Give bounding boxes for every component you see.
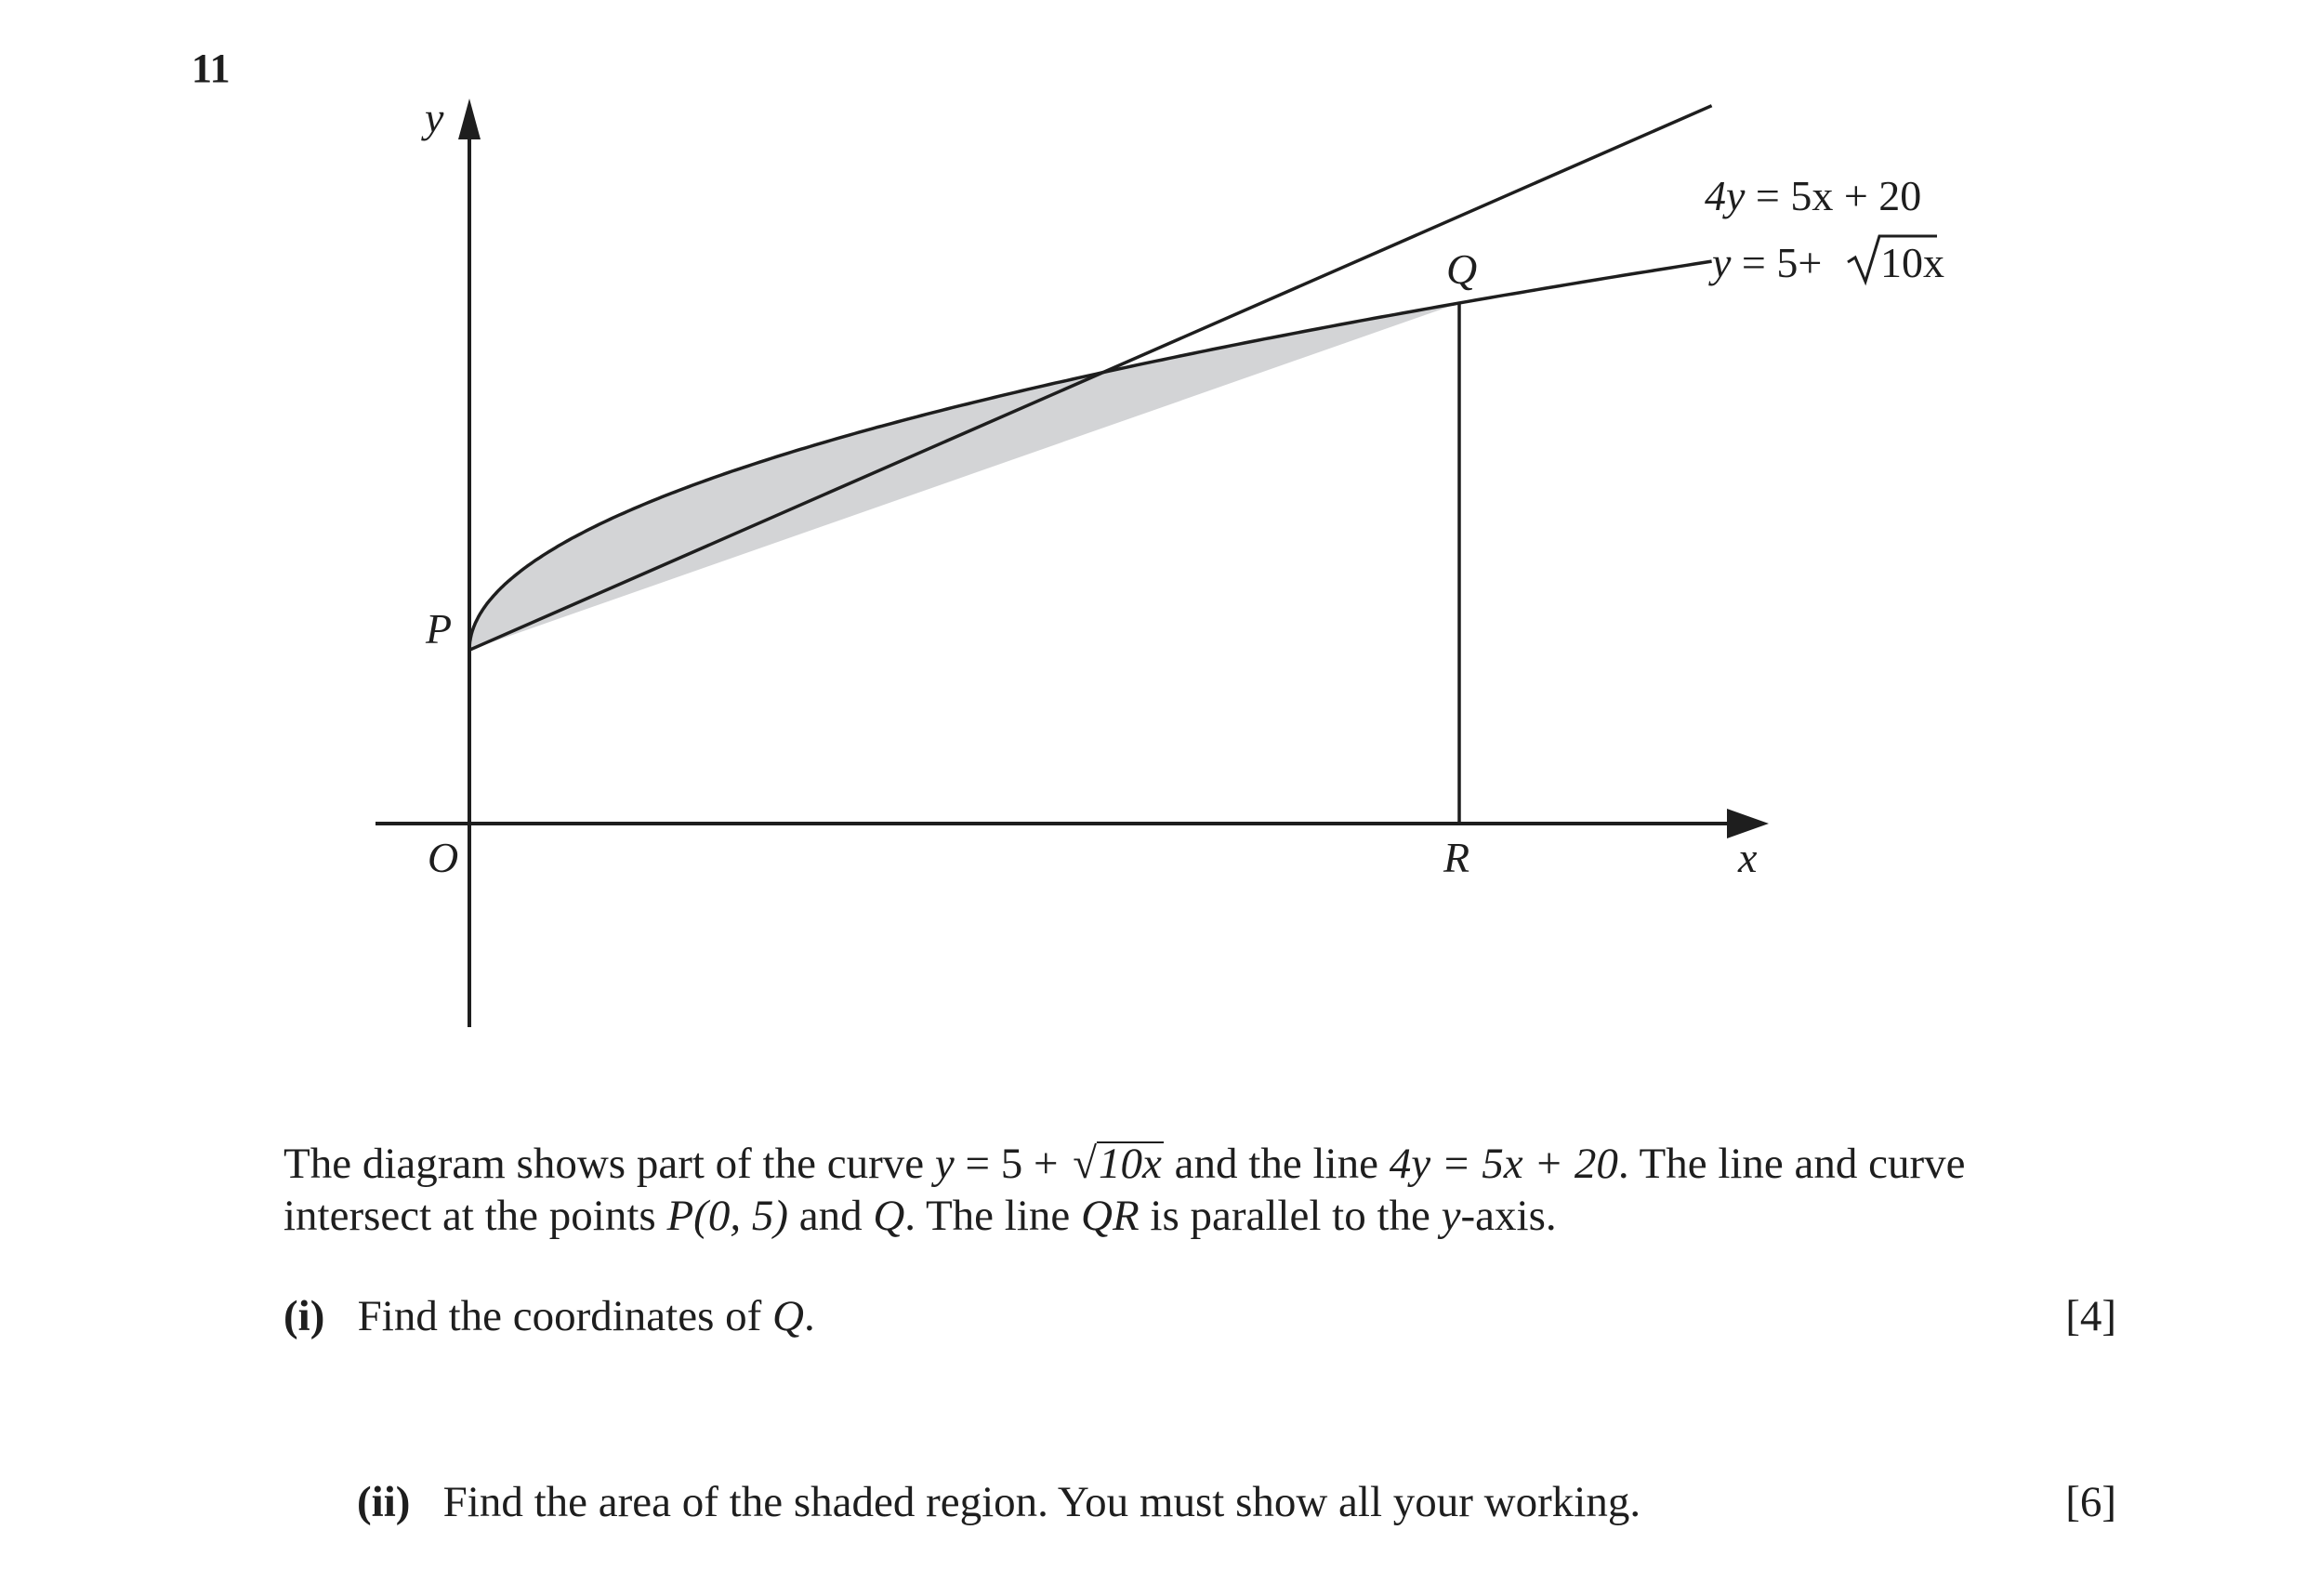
point-q-label: Q	[1446, 245, 1478, 293]
part-ii-label: (ii)	[357, 1478, 411, 1526]
stem-line-1: The diagram shows part of the curve y = 5 + √10x and the line 4y = 5x + 20. The line and curve	[283, 1140, 1966, 1188]
origin-label: O	[428, 834, 459, 881]
point-p-label: P	[426, 605, 453, 653]
curve-equation-label: y = 5+	[1712, 239, 1823, 286]
part-ii: (ii) Find the area of the shaded region. You must show all your working.	[357, 1478, 1641, 1526]
point-r-label: R	[1443, 834, 1470, 881]
stem-line-2: intersect at the points P(0, 5) and Q. The line QR is parallel to the y-axis.	[283, 1192, 1557, 1240]
question-stem	[283, 1138, 2161, 1242]
part-ii-marks: [6]	[2065, 1478, 2116, 1526]
curve-equation-radicand: 10x	[1880, 239, 1944, 286]
part-i: (i) Find the coordinates of Q.	[283, 1292, 815, 1340]
line-4y-5x-20	[469, 106, 1712, 651]
y-axis-arrowhead	[458, 99, 481, 139]
sqrt-expression: √10x	[1073, 1140, 1162, 1188]
line-equation-label: 4y = 5x + 20	[1705, 172, 1922, 219]
part-i-label: (i)	[283, 1292, 325, 1340]
curve-y-5-sqrt-10x	[469, 261, 1712, 650]
shaded-region	[469, 303, 1459, 650]
part-i-marks: [4]	[2065, 1292, 2116, 1340]
y-axis-label: y	[425, 94, 444, 141]
question-number: 11	[191, 46, 231, 91]
x-axis-label: x	[1738, 834, 1758, 881]
